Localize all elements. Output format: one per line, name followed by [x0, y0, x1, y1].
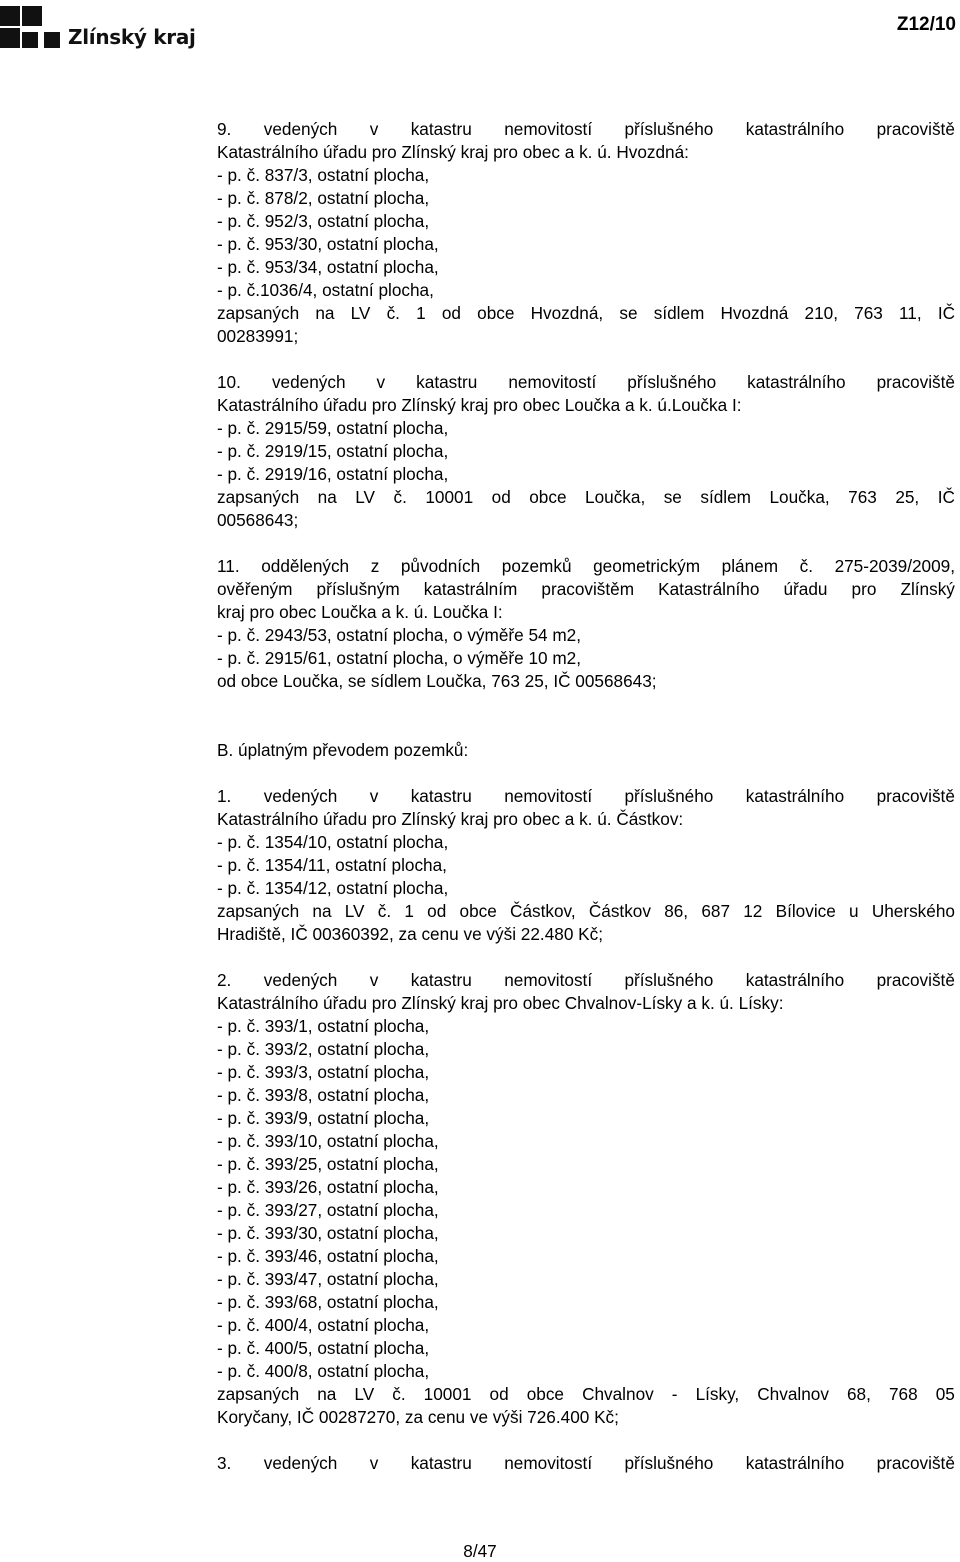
- text-line: - p. č. 400/5, ostatní plocha,: [217, 1338, 430, 1358]
- text-line: - p. č. 400/8, ostatní plocha,: [217, 1361, 430, 1381]
- text-line: - p. č. 393/9, ostatní plocha,: [217, 1108, 430, 1128]
- text-line: kraj pro obec Loučka a k. ú. Loučka I:: [217, 602, 503, 622]
- text-line: - p. č. 1354/11, ostatní plocha,: [217, 855, 447, 875]
- text-line: ověřeným příslušným katastrálním pracovištěm Katastrálního úřadu pro Zlínský: [217, 579, 955, 599]
- text-line: - p. č. 393/8, ostatní plocha,: [217, 1085, 430, 1105]
- text-line: - p. č. 953/34, ostatní plocha,: [217, 257, 439, 277]
- text-line: - p. č. 393/3, ostatní plocha,: [217, 1062, 430, 1082]
- text-line: - p. č. 393/27, ostatní plocha,: [217, 1200, 439, 1220]
- text-line: B. úplatným převodem pozemků:: [217, 740, 469, 760]
- logo-text: Zlínský kraj: [68, 25, 196, 49]
- blank-line: [217, 532, 955, 555]
- text-line: - p. č. 393/25, ostatní plocha,: [217, 1154, 439, 1174]
- text-line: - p. č. 393/46, ostatní plocha,: [217, 1246, 439, 1266]
- text-line: 1. vedených v katastru nemovitostí příslušného katastrálního pracoviště: [217, 786, 955, 806]
- text-line: - p. č. 400/4, ostatní plocha,: [217, 1315, 430, 1335]
- text-line: - p. č. 393/1, ostatní plocha,: [217, 1016, 430, 1036]
- blank-line: [217, 716, 955, 739]
- text-line: - p. č. 393/68, ostatní plocha,: [217, 1292, 439, 1312]
- text-line: - p. č. 952/3, ostatní plocha,: [217, 211, 430, 231]
- text-line: Katastrálního úřadu pro Zlínský kraj pro obec a k. ú. Částkov:: [217, 809, 684, 829]
- blank-line: [217, 762, 955, 785]
- text-line: - p. č. 2943/53, ostatní plocha, o výměře 54 m2,: [217, 625, 582, 645]
- text-line: - p. č.1036/4, ostatní plocha,: [217, 280, 434, 300]
- text-line: zapsaných na LV č. 10001 od obce Chvalnov - Lísky, Chvalnov 68, 768 05: [217, 1384, 955, 1404]
- logo-mark-icon: [0, 6, 64, 52]
- text-line: 00568643;: [217, 510, 299, 530]
- text-line: Katastrálního úřadu pro Zlínský kraj pro obec Loučka a k. ú.Loučka I:: [217, 395, 742, 415]
- text-line: - p. č. 2919/16, ostatní plocha,: [217, 464, 449, 484]
- text-line: od obce Loučka, se sídlem Loučka, 763 25, IČ 00568643;: [217, 671, 657, 691]
- text-line: Koryčany, IČ 00287270, za cenu ve výši 726.400 Kč;: [217, 1407, 619, 1427]
- text-line: - p. č. 393/47, ostatní plocha,: [217, 1269, 439, 1289]
- text-line: - p. č. 2915/59, ostatní plocha,: [217, 418, 449, 438]
- text-line: 00283991;: [217, 326, 299, 346]
- text-line: - p. č. 393/10, ostatní plocha,: [217, 1131, 439, 1151]
- text-line: - p. č. 1354/12, ostatní plocha,: [217, 878, 449, 898]
- text-line: - p. č. 2919/15, ostatní plocha,: [217, 441, 449, 461]
- zlinsky-kraj-logo: [0, 6, 196, 52]
- text-line: 2. vedených v katastru nemovitostí příslušného katastrálního pracoviště: [217, 970, 955, 990]
- page-number: 8/47: [463, 1541, 497, 1561]
- text-line: 9. vedených v katastru nemovitostí příslušného katastrálního pracoviště: [217, 119, 955, 139]
- blank-line: [217, 946, 955, 969]
- text-line: - p. č. 2915/61, ostatní plocha, o výměře 10 m2,: [217, 648, 582, 668]
- text-line: 11. oddělených z původních pozemků geometrickým plánem č. 275-2039/2009,: [217, 556, 955, 576]
- text-line: zapsaných na LV č. 1 od obce Částkov, Částkov 86, 687 12 Bílovice u Uherského: [217, 901, 955, 921]
- blank-line: [217, 1429, 955, 1452]
- text-line: - p. č. 393/26, ostatní plocha,: [217, 1177, 439, 1197]
- text-line: - p. č. 953/30, ostatní plocha,: [217, 234, 439, 254]
- text-line: - p. č. 393/30, ostatní plocha,: [217, 1223, 439, 1243]
- blank-line: [217, 348, 955, 371]
- text-line: zapsaných na LV č. 1 od obce Hvozdná, se sídlem Hvozdná 210, 763 11, IČ: [217, 303, 955, 323]
- text-line: 3. vedených v katastru nemovitostí příslušného katastrálního pracoviště: [217, 1453, 955, 1473]
- text-line: Katastrálního úřadu pro Zlínský kraj pro obec a k. ú. Hvozdná:: [217, 142, 689, 162]
- text-line: - p. č. 1354/10, ostatní plocha,: [217, 832, 449, 852]
- text-line: zapsaných na LV č. 10001 od obce Loučka, se sídlem Loučka, 763 25, IČ: [217, 487, 955, 507]
- text-line: 10. vedených v katastru nemovitostí příslušného katastrálního pracoviště: [217, 372, 955, 392]
- document-body: [217, 118, 955, 1475]
- text-line: Katastrálního úřadu pro Zlínský kraj pro obec Chvalnov-Lísky a k. ú. Lísky:: [217, 993, 784, 1013]
- text-line: Hradiště, IČ 00360392, za cenu ve výši 22.480 Kč;: [217, 924, 603, 944]
- document-number: Z12/10: [896, 14, 956, 35]
- blank-line: [217, 693, 955, 716]
- text-line: - p. č. 837/3, ostatní plocha,: [217, 165, 430, 185]
- text-line: - p. č. 393/2, ostatní plocha,: [217, 1039, 430, 1059]
- text-line: - p. č. 878/2, ostatní plocha,: [217, 188, 430, 208]
